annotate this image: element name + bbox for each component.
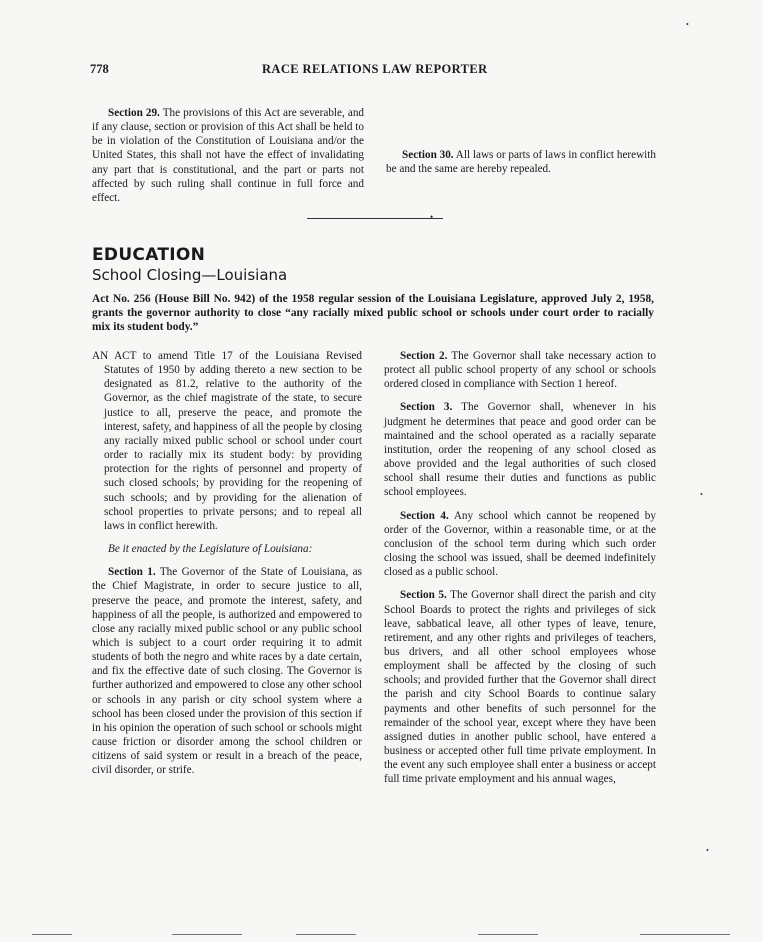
section-30-text: All laws or parts of laws in conflict herewith be and the same are hereby repealed. bbox=[386, 149, 656, 176]
section-2-label: Section 2. bbox=[400, 350, 448, 362]
bottom-scan-line bbox=[640, 934, 730, 935]
section-29-paragraph bbox=[92, 106, 364, 205]
main-left-column bbox=[92, 349, 362, 778]
section-divider-rule bbox=[307, 218, 443, 219]
section-subheading: School Closing—Louisiana bbox=[92, 266, 288, 284]
section-heading: EDUCATION bbox=[92, 245, 206, 265]
scan-speck: • bbox=[686, 20, 689, 29]
act-intro: AN ACT to amend Title 17 of the Louisiana Revised Statutes of 1950 by adding thereto a new section to be designated as 81.2, relative to the authority of the Governor, as the chief magistrate of the state, to secure justice to all, preserve the peace, and promote the interest, safety, and happiness of all the people by closing any racially mixed public school or school under court order to racially mix its student body: by providing protection for the rights of personnel and property of such closed schools; by providing for the reopening of such schools; and by providing for the alienation of school properties to private persons; and to repeal all laws in conflict herewith. bbox=[92, 350, 362, 532]
section-2-paragraph bbox=[384, 349, 656, 391]
section-1-label: Section 1. bbox=[108, 566, 156, 579]
section-4-text: Any school which cannot be reopened by order of the Governor, within a reasonable time, or at the conclusion of the school term during which such order closing the school was issued, shall be deemed indefinitely closed as a public school. bbox=[384, 509, 656, 579]
main-right-column bbox=[384, 349, 656, 787]
section-4-paragraph bbox=[384, 509, 656, 580]
page-number: 778 bbox=[90, 62, 109, 76]
section-5-paragraph bbox=[384, 588, 656, 786]
act-summary: Act No. 256 (House Bill No. 942) of the 1958 regular session of the Louisiana Legislature, approved July 2, 1958, grants the governor authority to close “any racially mixed public school or schools under court order to racially mix its student body.” bbox=[92, 293, 654, 334]
bottom-scan-line bbox=[172, 934, 242, 935]
scan-speck: • bbox=[706, 846, 709, 855]
section-3-text: The Governor shall, whenever in his judgment he determines that peace and good order can be maintained and the school operated as a racially separate institution, order the reopening of any school closed as above provided and the legal authorities of such closed school shall resume their duties and functions as public school employees. bbox=[384, 401, 656, 499]
enacting-clause: Be it enacted by the Legislature of Louisiana: bbox=[108, 543, 313, 556]
section-30-label: Section 30. bbox=[402, 149, 454, 161]
section-29-text: The provisions of this Act are severable, and if any clause, section or provision of this Act shall be held to be in violation of the Constitution of Louisiana and/or the United States, this shall not have the effect of invalidating any part that is constitutional, and the part or parts not affected by such ruling shall continue in full force and effect. bbox=[92, 107, 365, 204]
running-title: RACE RELATIONS LAW REPORTER bbox=[262, 62, 488, 76]
top-left-column bbox=[92, 106, 364, 205]
bottom-scan-line bbox=[296, 934, 356, 935]
section-29-label: Section 29. bbox=[108, 107, 160, 119]
section-5-label: Section 5. bbox=[400, 589, 447, 602]
scan-speck: • bbox=[700, 490, 703, 499]
section-3-paragraph bbox=[384, 400, 656, 499]
section-1-paragraph bbox=[92, 565, 362, 777]
top-right-column bbox=[386, 106, 656, 176]
divider-dot: • bbox=[430, 212, 434, 222]
bottom-scan-line bbox=[32, 934, 72, 935]
section-30-paragraph bbox=[386, 148, 656, 176]
section-3-label: Section 3. bbox=[400, 401, 453, 414]
bottom-scan-line bbox=[478, 934, 538, 935]
section-5-text: The Governor shall direct the parish and city School Boards to protect the rights and privileges of sick leave, sabbatical leave, all other types of leave, tenure, retirement, and any other rights and privileges of teachers, bus drivers, and all other school employees whose employment shall be affected by the closing of such schools; and provided further that the Governor shall direct the parish and city School Boards to continue salary payments and other benefits of such personnel for the remainder of the school year, except where they have been assigned duties in another public school, have entered a business or accepted other full time private employment. In the event any such employee shall enter a business or accept full time private employment and his annual wages, bbox=[384, 589, 656, 786]
section-4-label: Section 4. bbox=[400, 509, 449, 522]
section-1-text: The Governor of the State of Louisiana, as the Chief Magistrate, in order to secure justice to all, preserve the peace, and promote the interest, safety, and happiness of all the people, is authorized and empowered to close any racially mixed public school or any public school which is subject to a court order requiring it to admit students of both the negro and white races by a date certain, and fix the effective date of such closing. The Governor is further authorized and empowered to close any other school or schools in any parish or city school system where a school has been closed under the provision of this section if in his opinion the operation of such school or schools might cause friction or disorder among the school children or citizens of said system or result in a breach of the peace, civil disorder, or strife. bbox=[92, 566, 362, 777]
section-2-text: The Governor shall take necessary action to protect all public school property of any school or schools ordered closed in compliance with Section 1 hereof. bbox=[384, 350, 656, 391]
